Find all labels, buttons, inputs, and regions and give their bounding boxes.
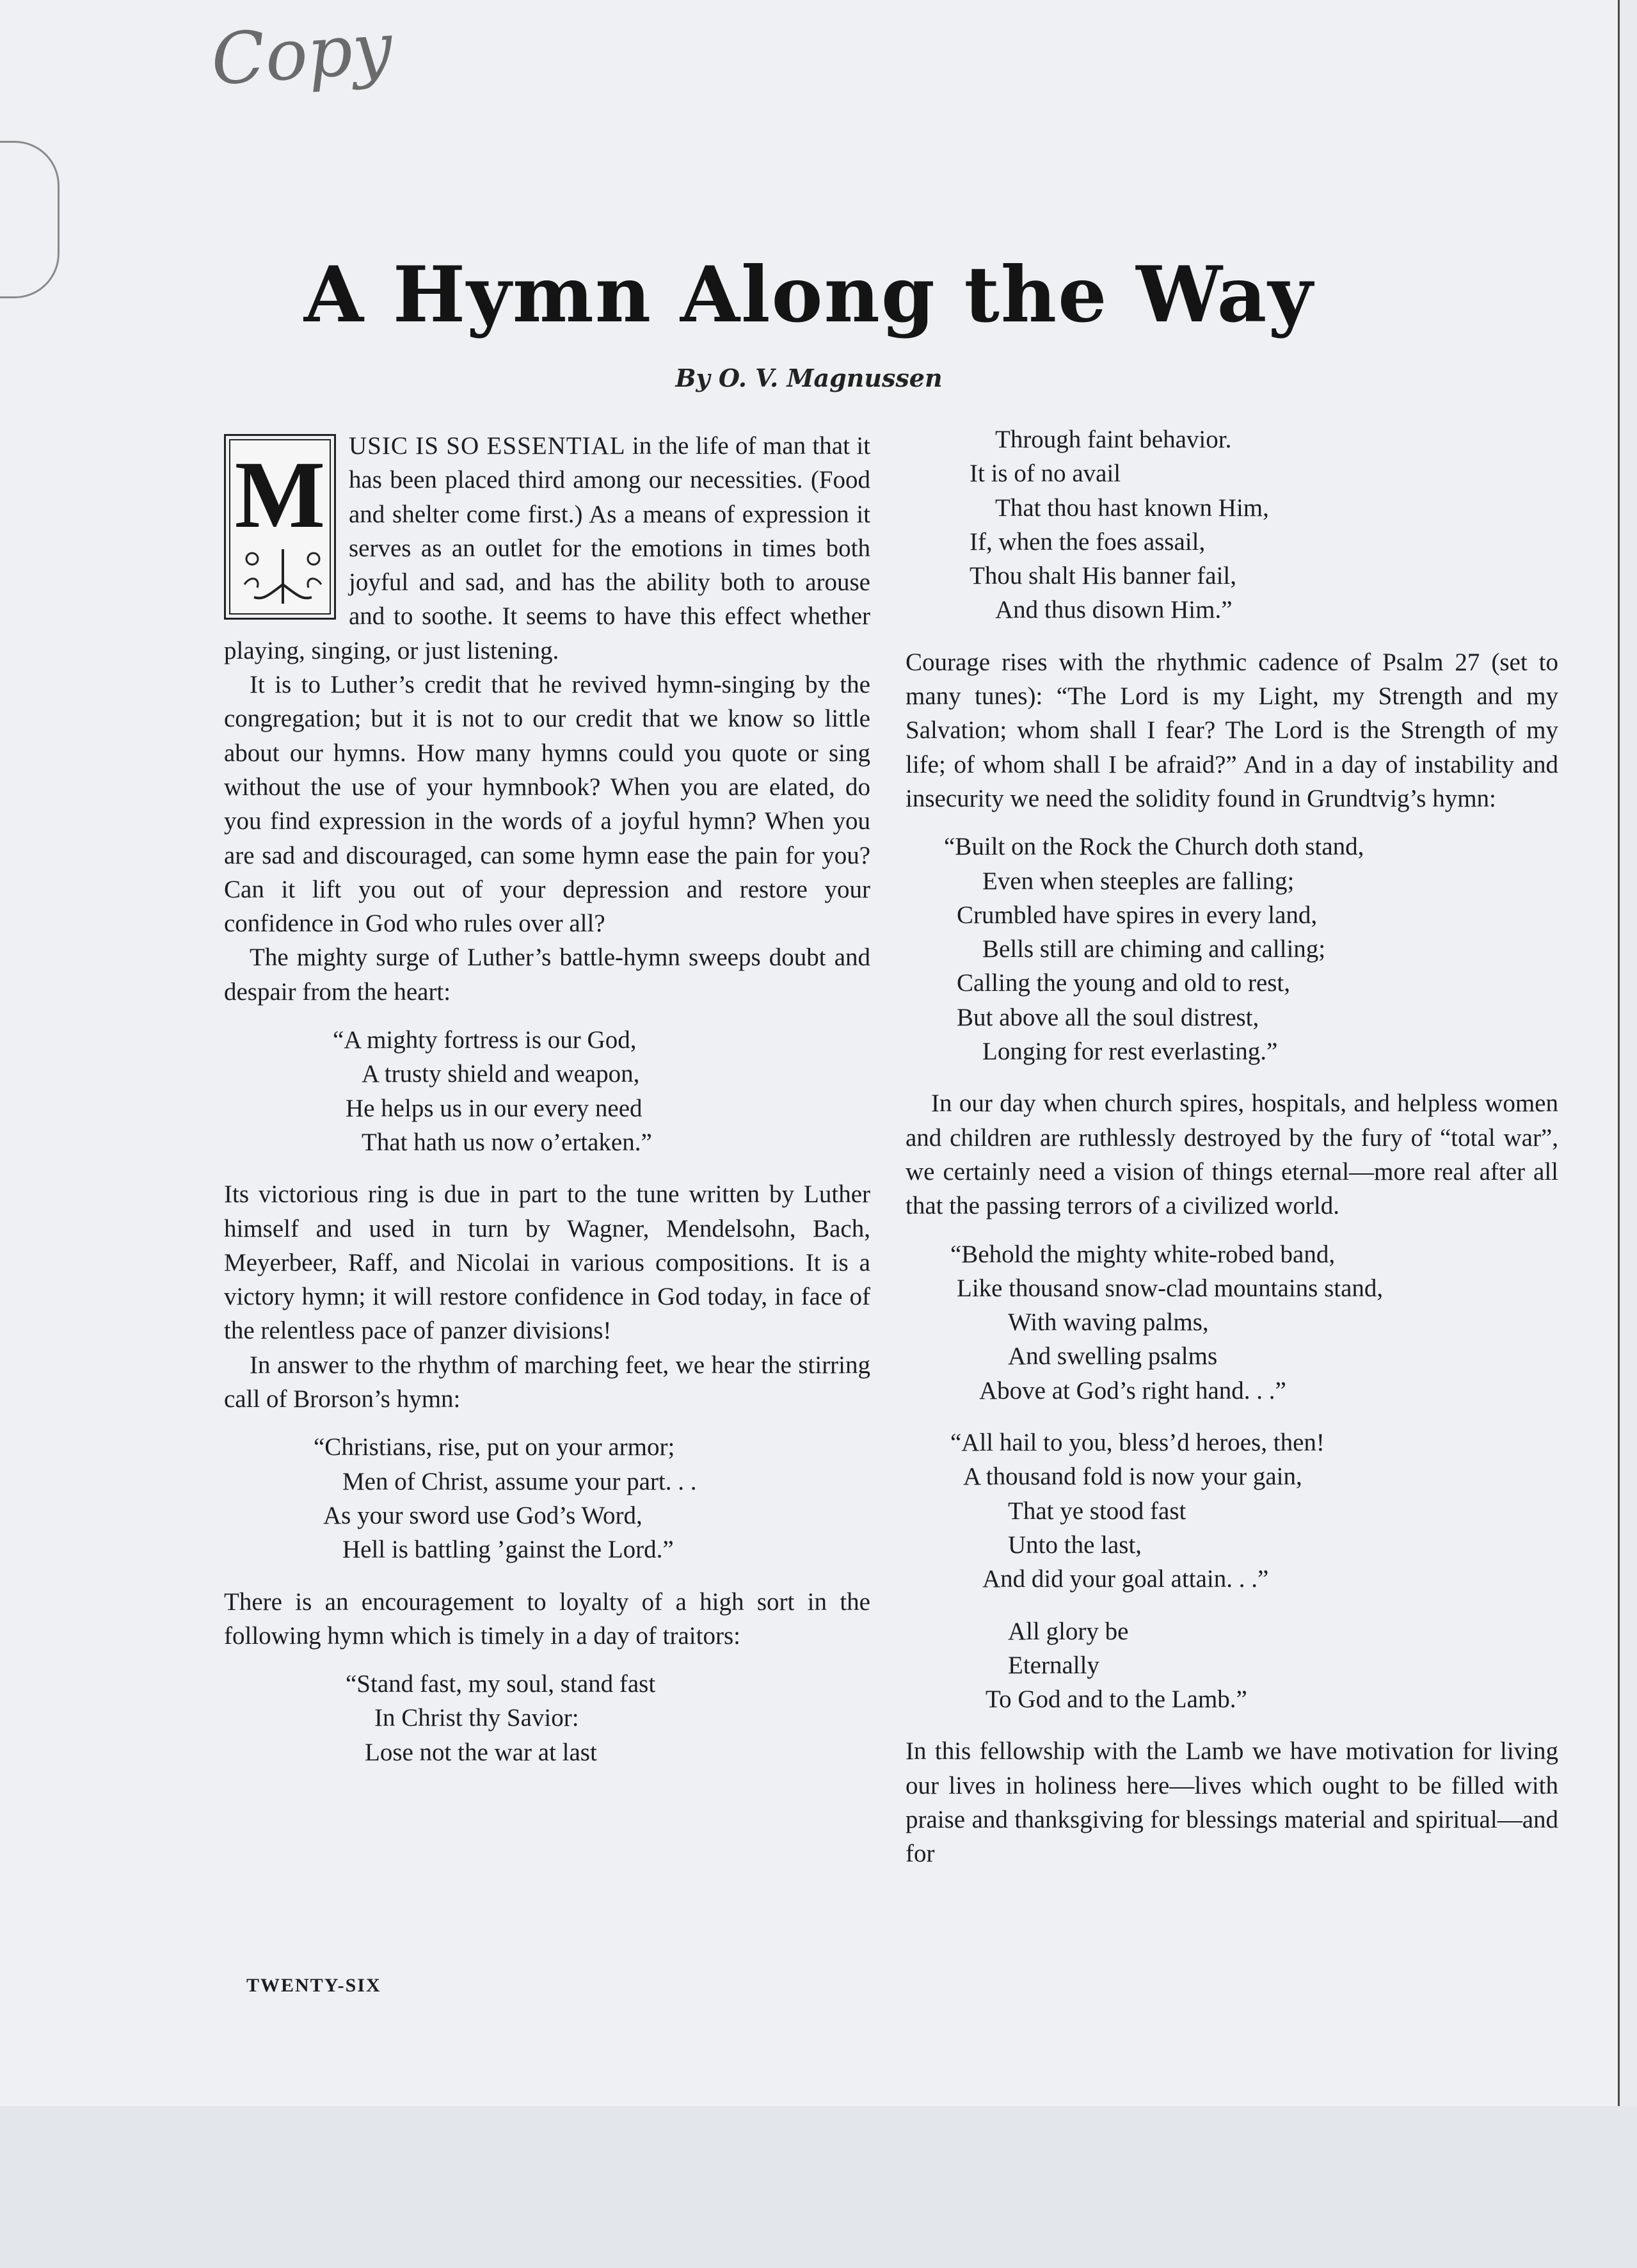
verse-line: He helps us in our every need	[346, 1094, 643, 1122]
paragraph-victorious-ring: Its victorious ring is due in part to the tune written by Luther himself and used in turn by Wagner, Mendelsohn, Bach, Meyerbeer, Raff, and Nicolai in various compositions. It is a victory hymn; it will restore confidence in God today, in face of the relentless pace of panzer divisions!	[224, 1180, 870, 1345]
paragraph-loyalty: There is an encouragement to loyalty of a high sort in the following hymn which is timely in a day of traitors:	[224, 1588, 870, 1650]
verse-stand-fast-end	[906, 422, 1558, 627]
intro-paragraph	[224, 429, 870, 668]
verse-line: That ye stood fast	[1008, 1497, 1186, 1525]
verse-line: As your sword use God’s Word,	[323, 1501, 643, 1529]
verse-line: Unto the last,	[1008, 1531, 1142, 1559]
verse-line: Bells still are chiming and calling;	[982, 935, 1326, 963]
verse-line: Lose not the war at last	[365, 1738, 597, 1766]
verse-christians-rise	[224, 1430, 870, 1566]
paragraph-courage: Courage rises with the rhythmic cadence of Psalm 27 (set to many tunes): “The Lord is my Light, my Strength and my Salvation; whom shall I fear? The Lord is the Strength of my life; of whom shall I be afraid?” And in a day of instability and insecurity we need the solidity found in Grundtvig’s hymn:	[906, 648, 1558, 812]
verse-line: Even when steeples are falling;	[982, 867, 1295, 895]
verse-behold	[906, 1237, 1558, 1408]
verse-line: To God and to the Lamb.”	[986, 1685, 1247, 1714]
right-column	[906, 422, 1558, 1871]
handwritten-annotation: Copy	[208, 6, 395, 101]
verse-line: “All hail to you, bless’d heroes, then!	[950, 1429, 1325, 1457]
verse-line: It is of no avail	[970, 460, 1121, 488]
verse-line: Above at God’s right hand. . .”	[979, 1376, 1286, 1404]
verse-line: And thus disown Him.”	[995, 596, 1233, 624]
intro-lead-caps: USIC IS SO ESSENTIAL	[349, 432, 626, 460]
verse-line: And did your goal attain. . .”	[982, 1565, 1269, 1593]
article-byline: By O. V. Magnussen	[675, 364, 943, 392]
intro-text: in the life of man that it has been placed third among our necessities. (Food and shelter come first.) As a means of expression it serves as an outlet for the emotions in times both joyful and sad, and has the ability both to arouse and to soothe. It seems to have this effect whether playing, singing, or just listening.	[224, 432, 871, 664]
left-column	[224, 429, 870, 1787]
verse-line: “Stand fast, my soul, stand fast	[346, 1670, 656, 1698]
verse-line: A trusty shield and weapon,	[362, 1060, 640, 1088]
dropcap-ornament-box	[224, 434, 336, 620]
verse-line: “A mighty fortress is our God,	[333, 1026, 637, 1054]
verse-line: In Christ thy Savior:	[374, 1704, 579, 1732]
paragraph-marching-feet: In answer to the rhythm of marching feet, we hear the stirring call of Brorson’s hymn:	[224, 1351, 870, 1413]
verse-line: Thou shalt His banner fail,	[970, 562, 1236, 590]
verse-built-on-rock	[906, 830, 1558, 1068]
verse-line: With waving palms,	[1008, 1308, 1209, 1337]
verse-line: That hath us now o’ertaken.”	[362, 1128, 652, 1156]
page-number: TWENTY-SIX	[246, 1975, 381, 1996]
verse-all-hail	[906, 1426, 1558, 1596]
verse-line: A thousand fold is now your gain,	[963, 1463, 1302, 1491]
verse-all-glory	[906, 1614, 1558, 1717]
verse-line: But above all the soul distrest,	[957, 1003, 1259, 1031]
paragraph-luther-credit: It is to Luther’s credit that he revived hymn-singing by the congregation; but it is not to our credit that we know so little about our hymns. How many hymns could you quote or sing without the use of your hymnbook? When you are elated, do you find expression in the words of a joyful hymn? When you are sad and discouraged, can some hymn ease the pain for you? Can it lift you out of your depression and restore your confidence in God who rules over all?	[224, 671, 870, 938]
floral-ornament-icon	[238, 546, 328, 607]
dropcap-frame	[229, 439, 331, 615]
verse-line: Eternally	[1008, 1651, 1099, 1679]
verse-line: And swelling psalms	[1008, 1342, 1218, 1371]
verse-line: Hell is battling ’gainst the Lord.”	[342, 1536, 674, 1564]
verse-line: That thou hast known Him,	[995, 494, 1269, 522]
verse-line: “Christians, rise, put on your armor;	[314, 1433, 675, 1461]
scan-background	[0, 2106, 1637, 2268]
verse-line: “Behold the mighty white-robed band,	[950, 1240, 1336, 1268]
verse-line: Like thousand snow-clad mountains stand,	[957, 1274, 1384, 1302]
dropcap-letter: M	[234, 442, 326, 548]
verse-mighty-fortress	[224, 1023, 870, 1159]
verse-line: Through faint behavior.	[995, 426, 1232, 453]
verse-line: If, when the foes assail,	[970, 527, 1206, 556]
verse-line: Men of Christ, assume your part. . .	[342, 1467, 697, 1495]
paragraph-luther-surge: The mighty surge of Luther’s battle-hymn sweeps doubt and despair from the heart:	[224, 944, 870, 1006]
paragraph-total-war: In our day when church spires, hospitals, and helpless women and children are ruthlessly destroyed by the fury of “total war”, we certainly need a vision of things eternal—more real after all that the passing terrors of a civilized world.	[906, 1090, 1558, 1220]
verse-line: Longing for rest everlasting.”	[982, 1038, 1278, 1066]
verse-line: All glory be	[1008, 1617, 1129, 1645]
verse-stand-fast-start	[224, 1667, 870, 1769]
verse-line: Crumbled have spires in every land,	[957, 901, 1318, 929]
article-title: A Hymn Along the Way	[303, 250, 1314, 340]
verse-line: “Built on the Rock the Church doth stand,	[944, 833, 1364, 861]
paragraph-fellowship: In this fellowship with the Lamb we have motivation for living our lives in holiness here—lives which ought to be filled with praise and thanksgiving for blessings material and spiritual—and for	[906, 1737, 1558, 1868]
verse-line: Calling the young and old to rest,	[957, 969, 1291, 997]
